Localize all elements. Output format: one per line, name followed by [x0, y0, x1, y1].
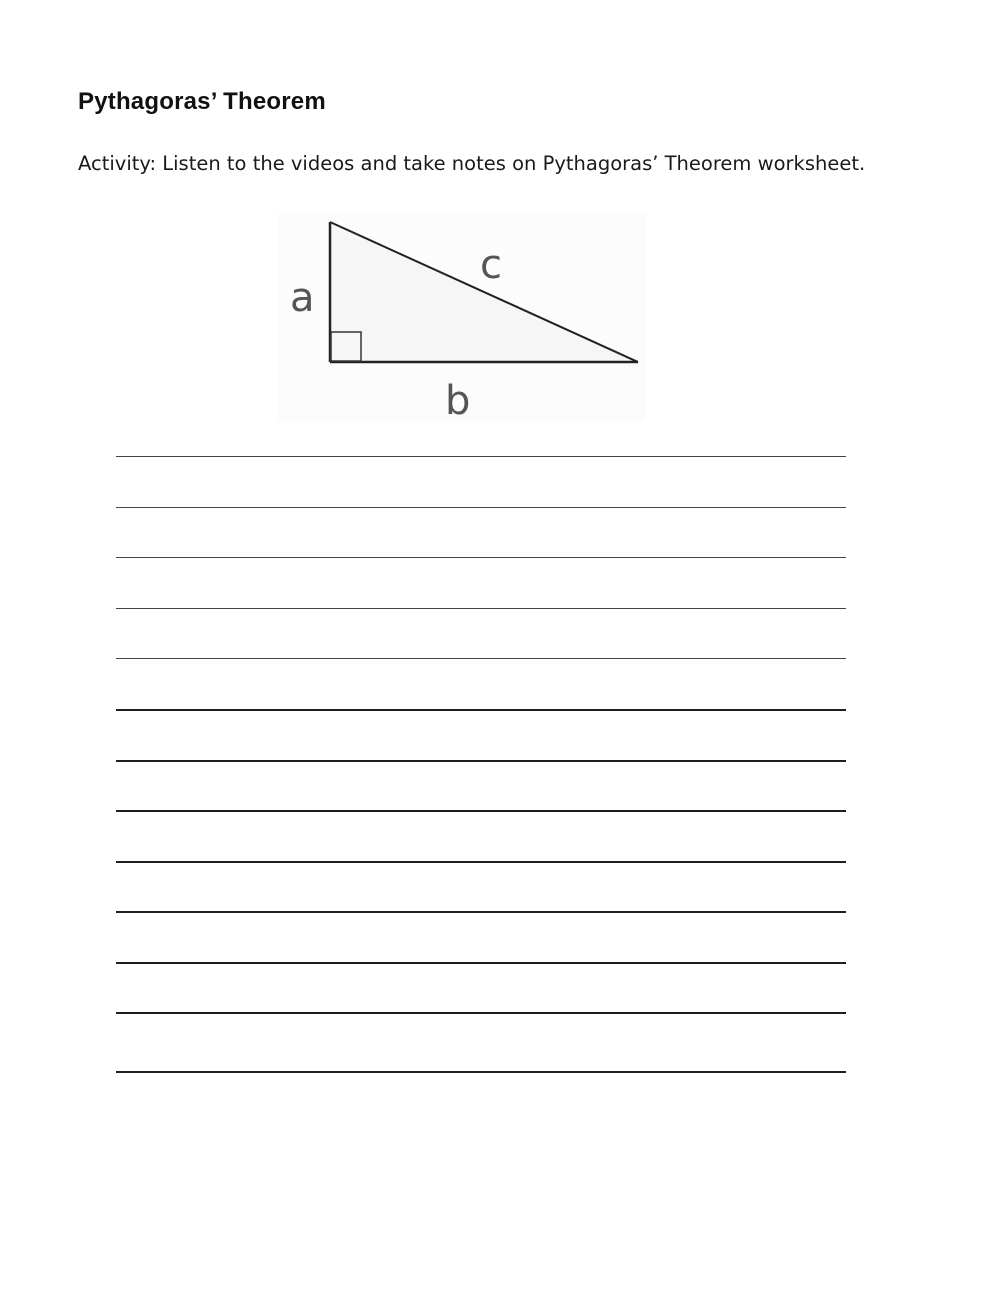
activity-instructions: Activity: Listen to the videos and take notes on Pythagoras’ Theorem worksheet.	[78, 152, 866, 175]
note-line[interactable]	[116, 658, 846, 659]
note-line[interactable]	[116, 709, 846, 711]
note-line[interactable]	[116, 1012, 846, 1014]
note-lines	[116, 0, 846, 1291]
note-line[interactable]	[116, 557, 846, 558]
note-line[interactable]	[116, 911, 846, 913]
note-line[interactable]	[116, 861, 846, 863]
note-line[interactable]	[116, 962, 846, 964]
side-a-label: a	[290, 275, 315, 321]
note-line[interactable]	[116, 456, 846, 457]
note-line[interactable]	[116, 760, 846, 762]
note-line[interactable]	[116, 608, 846, 609]
worksheet-title: Pythagoras’ Theorem	[78, 88, 326, 115]
side-b-label: b	[445, 378, 471, 422]
note-line[interactable]	[116, 507, 846, 508]
side-c-label: c	[480, 242, 502, 288]
note-line[interactable]	[116, 810, 846, 812]
note-line[interactable]	[116, 1071, 846, 1073]
